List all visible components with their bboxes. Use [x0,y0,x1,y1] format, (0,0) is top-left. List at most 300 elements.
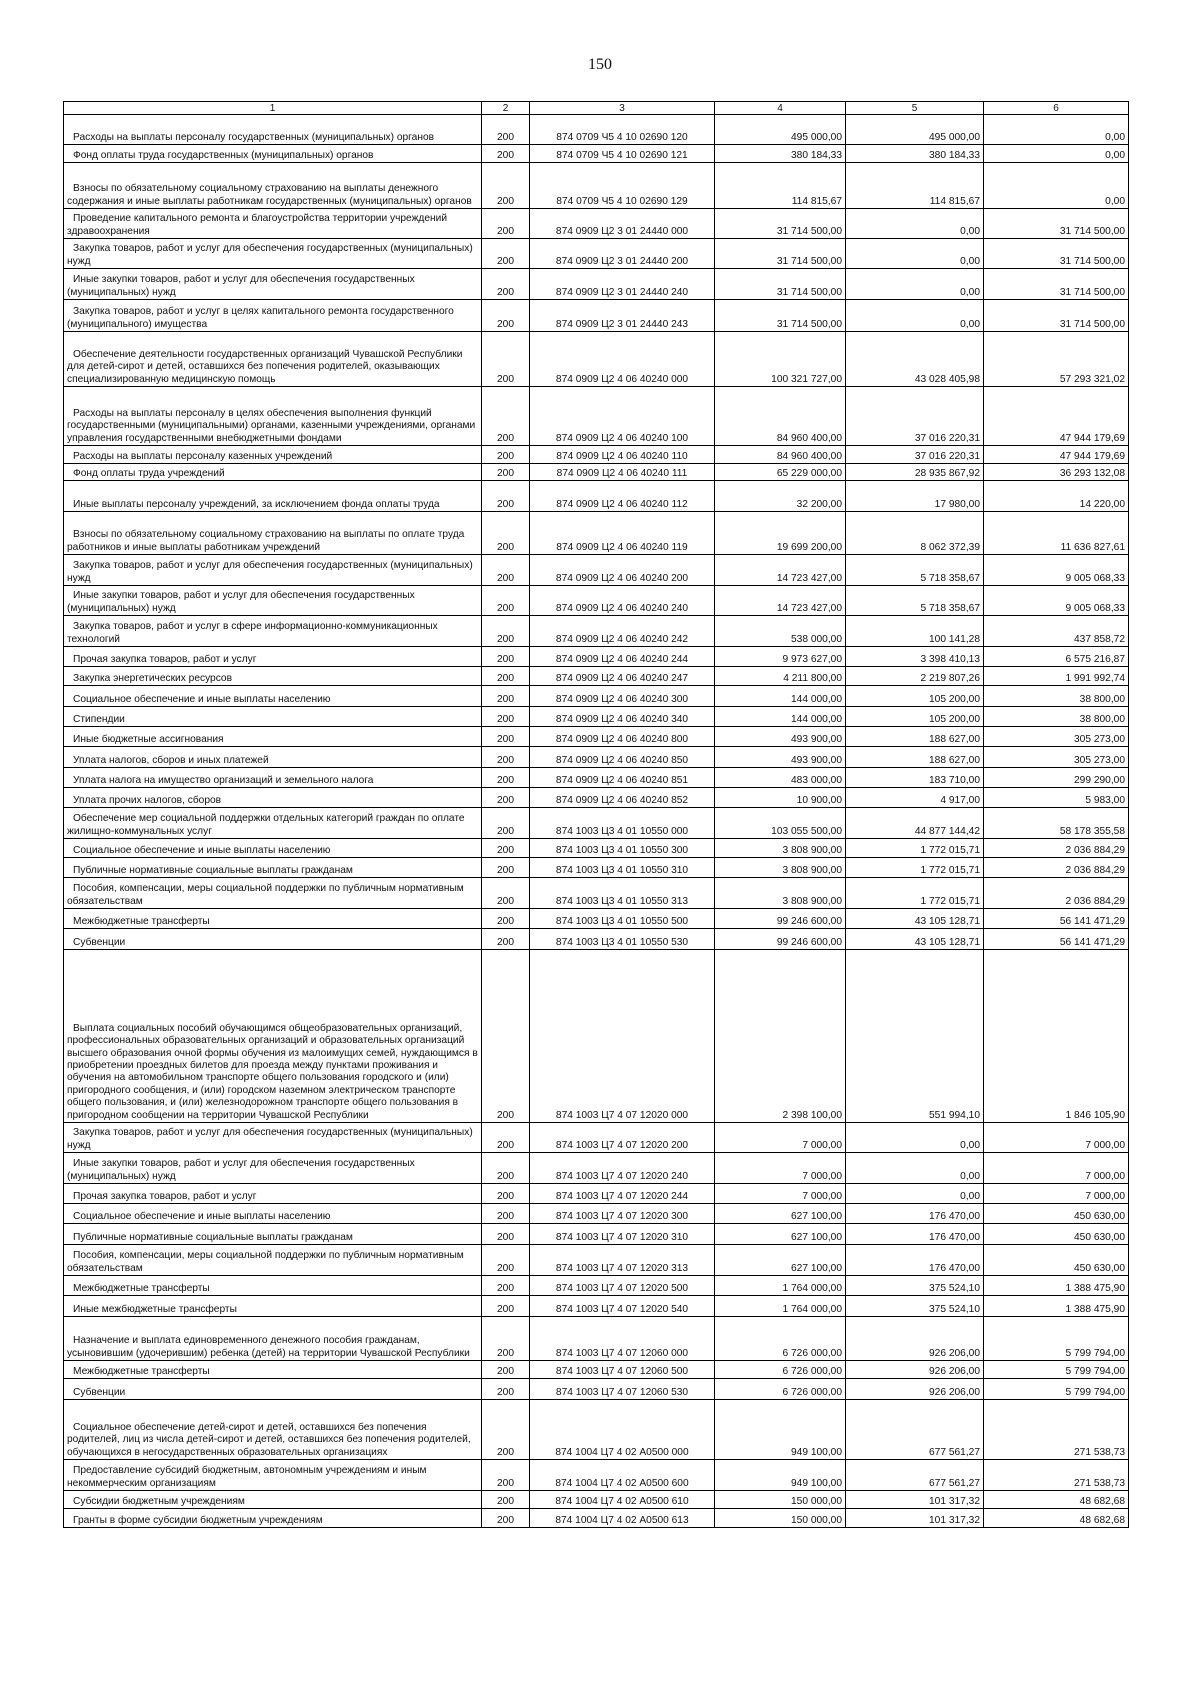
row-budget-classification: 874 0909 Ц2 3 01 24440 240 [530,269,715,300]
row-name-text: Прочая закупка товаров, работ и услуг [73,1190,257,1202]
row-executed-amount: 100 141,28 [846,616,984,647]
row-unexecuted-amount: 48 682,68 [984,1491,1129,1509]
row-executed-amount: 176 470,00 [846,1245,984,1276]
row-approved-amount: 2 398 100,00 [715,950,846,1123]
row-line-code: 200 [482,647,530,667]
row-unexecuted-amount: 7 000,00 [984,1123,1129,1153]
table-row [64,727,1129,747]
row-name-text: Предоставление субсидий бюджетным, автономным учреждениям и иным некоммерческим организациям [67,1465,427,1489]
row-unexecuted-amount: 31 714 500,00 [984,300,1129,332]
row-budget-classification: 874 0909 Ц2 4 06 40240 300 [530,686,715,707]
row-budget-classification: 874 0909 Ц2 4 06 40240 200 [530,555,715,586]
row-line-code: 200 [482,1317,530,1361]
row-budget-classification: 874 1003 Ц7 4 07 12020 240 [530,1153,715,1184]
row-budget-classification: 874 1003 Ц7 4 07 12060 500 [530,1361,715,1379]
row-executed-amount: 495 000,00 [846,115,984,145]
table-row [64,747,1129,768]
table-row [64,950,1129,1123]
row-executed-amount: 17 980,00 [846,481,984,512]
row-line-code: 200 [482,768,530,788]
table-row [64,300,1129,332]
table-row [64,1224,1129,1245]
row-approved-amount: 84 960 400,00 [715,446,846,464]
row-executed-amount: 101 317,32 [846,1491,984,1509]
row-name-text: Стипендии [73,713,125,725]
table-row [64,464,1129,481]
row-unexecuted-amount: 11 636 827,61 [984,512,1129,555]
row-budget-classification: 874 1003 Ц7 4 07 12020 300 [530,1204,715,1224]
row-executed-amount: 5 718 358,67 [846,555,984,586]
table-row [64,1400,1129,1460]
row-line-code: 200 [482,1276,530,1296]
row-approved-amount: 3 808 900,00 [715,839,846,858]
row-unexecuted-amount: 31 714 500,00 [984,269,1129,300]
row-budget-classification: 874 0909 Ц2 4 06 40240 240 [530,586,715,616]
row-budget-classification: 874 0909 Ц2 4 06 40240 100 [530,387,715,446]
row-name-text: Закупка энергетических ресурсов [73,672,233,684]
row-name [64,239,482,269]
row-budget-classification: 874 0909 Ц2 4 06 40240 244 [530,647,715,667]
row-line-code: 200 [482,1509,530,1528]
table-row [64,1317,1129,1361]
table-row [64,1460,1129,1491]
table-row [64,512,1129,555]
row-unexecuted-amount: 36 293 132,08 [984,464,1129,481]
row-line-code: 200 [482,586,530,616]
row-unexecuted-amount: 38 800,00 [984,686,1129,707]
row-name-text: Назначение и выплата единовременного денежного пособия гражданам, усыновившим (удочерившим) ребенка (детей) на территории Чувашской Республики [67,1335,470,1359]
row-line-code: 200 [482,788,530,808]
row-name [64,163,482,209]
row-executed-amount: 551 994,10 [846,950,984,1123]
row-executed-amount: 0,00 [846,1153,984,1184]
row-line-code: 200 [482,163,530,209]
row-budget-classification: 874 0909 Ц2 4 06 40240 247 [530,667,715,686]
row-name-text: Пособия, компенсации, меры социальной поддержки по публичным нормативным обязательствам [67,1250,464,1274]
row-line-code: 200 [482,929,530,950]
row-name [64,950,482,1123]
row-line-code: 200 [482,1379,530,1400]
row-budget-classification: 874 0909 Ц2 4 06 40240 110 [530,446,715,464]
row-unexecuted-amount: 31 714 500,00 [984,209,1129,239]
row-name-text: Закупка товаров, работ и услуг в сфере информационно-коммуникационных технологий [67,621,438,645]
row-approved-amount: 103 055 500,00 [715,808,846,839]
row-unexecuted-amount: 14 220,00 [984,481,1129,512]
table-row [64,768,1129,788]
row-budget-classification: 874 0909 Ц2 4 06 40240 242 [530,616,715,647]
row-name [64,145,482,163]
row-budget-classification: 874 0909 Ц2 4 06 40240 852 [530,788,715,808]
table-row [64,909,1129,929]
row-approved-amount: 99 246 600,00 [715,929,846,950]
row-unexecuted-amount: 299 290,00 [984,768,1129,788]
row-unexecuted-amount: 305 273,00 [984,747,1129,768]
row-name [64,1460,482,1491]
row-executed-amount: 677 561,27 [846,1460,984,1491]
row-name [64,839,482,858]
row-executed-amount: 2 219 807,26 [846,667,984,686]
row-approved-amount: 627 100,00 [715,1245,846,1276]
row-approved-amount: 380 184,33 [715,145,846,163]
row-name [64,686,482,707]
row-approved-amount: 495 000,00 [715,115,846,145]
row-name [64,300,482,332]
row-line-code: 200 [482,1123,530,1153]
row-budget-classification: 874 0709 Ч5 4 10 02690 120 [530,115,715,145]
row-name [64,727,482,747]
row-executed-amount: 1 772 015,71 [846,878,984,909]
row-name-text: Социальное обеспечение и иные выплаты населению [73,844,331,856]
row-approved-amount: 483 000,00 [715,768,846,788]
row-unexecuted-amount: 2 036 884,29 [984,878,1129,909]
row-name-text: Иные закупки товаров, работ и услуг для обеспечения государственных (муниципальных) нужд [67,590,415,614]
row-executed-amount: 114 815,67 [846,163,984,209]
row-line-code: 200 [482,1184,530,1204]
row-line-code: 200 [482,387,530,446]
row-executed-amount: 0,00 [846,300,984,332]
row-approved-amount: 31 714 500,00 [715,239,846,269]
table-row [64,269,1129,300]
row-approved-amount: 19 699 200,00 [715,512,846,555]
table-row [64,686,1129,707]
row-name [64,616,482,647]
row-budget-classification: 874 0909 Ц2 4 06 40240 119 [530,512,715,555]
row-name-text: Проведение капитального ремонта и благоустройства территории учреждений здравоохранения [67,213,448,237]
row-budget-classification: 874 1003 Ц7 4 07 12020 200 [530,1123,715,1153]
table-row [64,1153,1129,1184]
row-budget-classification: 874 0909 Ц2 4 06 40240 851 [530,768,715,788]
row-unexecuted-amount: 7 000,00 [984,1153,1129,1184]
row-approved-amount: 100 321 727,00 [715,332,846,387]
row-budget-classification: 874 0909 Ц2 3 01 24440 243 [530,300,715,332]
row-approved-amount: 493 900,00 [715,727,846,747]
row-unexecuted-amount: 0,00 [984,115,1129,145]
row-budget-classification: 874 0909 Ц2 4 06 40240 112 [530,481,715,512]
row-name [64,909,482,929]
row-name-text: Социальное обеспечение и иные выплаты населению [73,693,331,705]
row-name [64,647,482,667]
row-approved-amount: 31 714 500,00 [715,209,846,239]
row-name [64,1317,482,1361]
row-line-code: 200 [482,747,530,768]
row-executed-amount: 44 877 144,42 [846,808,984,839]
row-unexecuted-amount: 0,00 [984,145,1129,163]
row-unexecuted-amount: 305 273,00 [984,727,1129,747]
row-line-code: 200 [482,332,530,387]
row-name [64,115,482,145]
row-unexecuted-amount: 5 983,00 [984,788,1129,808]
row-approved-amount: 14 723 427,00 [715,555,846,586]
row-name [64,858,482,878]
row-unexecuted-amount: 271 538,73 [984,1400,1129,1460]
row-name [64,1123,482,1153]
row-executed-amount: 926 206,00 [846,1361,984,1379]
row-unexecuted-amount: 0,00 [984,163,1129,209]
row-approved-amount: 1 764 000,00 [715,1296,846,1317]
row-executed-amount: 105 200,00 [846,686,984,707]
row-name-text: Иные закупки товаров, работ и услуг для обеспечения государственных (муниципальных) нужд [67,274,415,298]
row-budget-classification: 874 1003 Ц3 4 01 10550 300 [530,839,715,858]
row-line-code: 200 [482,727,530,747]
row-approved-amount: 4 211 800,00 [715,667,846,686]
row-executed-amount: 37 016 220,31 [846,446,984,464]
row-budget-classification: 874 1004 Ц7 4 02 А0500 600 [530,1460,715,1491]
row-name-text: Расходы на выплаты персоналу казенных учреждений [73,450,333,462]
row-unexecuted-amount: 450 630,00 [984,1245,1129,1276]
row-budget-classification: 874 0709 Ч5 4 10 02690 121 [530,145,715,163]
row-name-text: Гранты в форме субсидии бюджетным учреждениям [73,1514,323,1526]
row-line-code: 200 [482,239,530,269]
row-name [64,1509,482,1528]
row-name-text: Субвенции [73,936,126,948]
row-line-code: 200 [482,269,530,300]
row-line-code: 200 [482,808,530,839]
row-line-code: 200 [482,686,530,707]
row-approved-amount: 32 200,00 [715,481,846,512]
row-name [64,586,482,616]
row-unexecuted-amount: 7 000,00 [984,1184,1129,1204]
row-unexecuted-amount: 56 141 471,29 [984,929,1129,950]
table-row [64,555,1129,586]
table-body [64,115,1129,1528]
row-budget-classification: 874 1004 Ц7 4 02 А0500 000 [530,1400,715,1460]
row-name-text: Фонд оплаты труда учреждений [73,467,225,479]
row-name [64,481,482,512]
row-name [64,747,482,768]
row-line-code: 200 [482,858,530,878]
row-name-text: Иные выплаты персоналу учреждений, за исключением фонда оплаты труда [73,498,440,510]
table-row [64,858,1129,878]
row-name [64,1224,482,1245]
row-budget-classification: 874 1003 Ц7 4 07 12020 540 [530,1296,715,1317]
row-name-text: Выплата социальных пособий обучающимся общеобразовательных организаций, профессиональных образовательных организаций и образовательных организаций высшего образования очной формы обучения из малоимущих семей, нуждающимся в приобретении проездных билетов для проезда между пунктами проживания и обучения на автомобильном транспорте общего пользования городского и (или) пригородного сообщения, и (или) городском наземном электрическом транспорте общего пользования, и (или) железнодорожном транспорте общего пользования в пригородном сообщении на территории Чувашской Республики [67,1022,478,1121]
row-approved-amount: 627 100,00 [715,1224,846,1245]
table-row [64,929,1129,950]
row-name [64,1361,482,1379]
row-budget-classification: 874 1003 Ц3 4 01 10550 313 [530,878,715,909]
row-unexecuted-amount: 48 682,68 [984,1509,1129,1528]
row-approved-amount: 3 808 900,00 [715,858,846,878]
row-unexecuted-amount: 58 178 355,58 [984,808,1129,839]
row-budget-classification: 874 1003 Ц7 4 07 12020 313 [530,1245,715,1276]
row-unexecuted-amount: 9 005 068,33 [984,586,1129,616]
row-budget-classification: 874 0909 Ц2 3 01 24440 000 [530,209,715,239]
row-name-text: Иные закупки товаров, работ и услуг для обеспечения государственных (муниципальных) нужд [67,1158,415,1182]
row-unexecuted-amount: 31 714 500,00 [984,239,1129,269]
table-row [64,145,1129,163]
row-name [64,707,482,727]
row-executed-amount: 0,00 [846,269,984,300]
row-name-text: Субсидии бюджетным учреждениям [73,1495,245,1507]
row-unexecuted-amount: 450 630,00 [984,1224,1129,1245]
row-executed-amount: 3 398 410,13 [846,647,984,667]
row-name [64,1276,482,1296]
row-name-text: Закупка товаров, работ и услуг в целях капитального ремонта государственного (муниципального) имущества [67,306,454,330]
table-row [64,839,1129,858]
table-row [64,1296,1129,1317]
table-row [64,788,1129,808]
row-executed-amount: 926 206,00 [846,1379,984,1400]
row-approved-amount: 31 714 500,00 [715,300,846,332]
column-number-row [64,102,1129,115]
row-line-code: 200 [482,115,530,145]
page-number: 150 [588,56,612,73]
row-line-code: 200 [482,300,530,332]
column-header-6: 6 [984,102,1129,115]
table-row [64,707,1129,727]
row-name [64,878,482,909]
row-name [64,555,482,586]
row-approved-amount: 150 000,00 [715,1491,846,1509]
row-name [64,667,482,686]
column-header-1: 1 [64,102,482,115]
row-line-code: 200 [482,707,530,727]
row-name-text: Обеспечение деятельности государственных организаций Чувашской Республики для детей-сирот и детей, оставшихся без попечения родителей, оказывающих специализированную медицинскую помощь [67,348,463,385]
row-executed-amount: 183 710,00 [846,768,984,788]
row-approved-amount: 150 000,00 [715,1509,846,1528]
row-name-text: Публичные нормативные социальные выплаты гражданам [73,1231,353,1243]
row-approved-amount: 144 000,00 [715,686,846,707]
row-unexecuted-amount: 9 005 068,33 [984,555,1129,586]
row-unexecuted-amount: 437 858,72 [984,616,1129,647]
table-row [64,586,1129,616]
row-name [64,1296,482,1317]
row-executed-amount: 5 718 358,67 [846,586,984,616]
row-line-code: 200 [482,555,530,586]
row-executed-amount: 188 627,00 [846,727,984,747]
row-line-code: 200 [482,1361,530,1379]
row-name-text: Межбюджетные трансферты [73,1365,210,1377]
row-approved-amount: 7 000,00 [715,1153,846,1184]
row-budget-classification: 874 1003 Ц7 4 07 12020 310 [530,1224,715,1245]
row-name [64,1379,482,1400]
table-row [64,481,1129,512]
table-row [64,667,1129,686]
table-row [64,1276,1129,1296]
row-executed-amount: 43 105 128,71 [846,929,984,950]
row-unexecuted-amount: 1 846 105,90 [984,950,1129,1123]
row-name-text: Обеспечение мер социальной поддержки отдельных категорий граждан по оплате жилищно-коммунальных услуг [67,813,465,837]
row-executed-amount: 43 028 405,98 [846,332,984,387]
table-row [64,209,1129,239]
row-name [64,332,482,387]
column-header-3: 3 [530,102,715,115]
row-name [64,209,482,239]
row-name-text: Фонд оплаты труда государственных (муниципальных) органов [73,149,374,161]
row-budget-classification: 874 1003 Ц7 4 07 12060 530 [530,1379,715,1400]
table-row [64,1245,1129,1276]
row-executed-amount: 28 935 867,92 [846,464,984,481]
row-name [64,269,482,300]
row-name-text: Субвенции [73,1386,126,1398]
row-name [64,387,482,446]
row-budget-classification: 874 0709 Ч5 4 10 02690 129 [530,163,715,209]
row-approved-amount: 949 100,00 [715,1460,846,1491]
row-executed-amount: 375 524,10 [846,1276,984,1296]
row-name-text: Уплата налога на имущество организаций и земельного налога [73,774,374,786]
row-budget-classification: 874 1003 Ц7 4 07 12020 000 [530,950,715,1123]
row-approved-amount: 144 000,00 [715,707,846,727]
row-executed-amount: 176 470,00 [846,1224,984,1245]
row-unexecuted-amount: 450 630,00 [984,1204,1129,1224]
row-line-code: 200 [482,878,530,909]
row-approved-amount: 9 973 627,00 [715,647,846,667]
row-unexecuted-amount: 271 538,73 [984,1460,1129,1491]
row-executed-amount: 176 470,00 [846,1204,984,1224]
row-executed-amount: 380 184,33 [846,145,984,163]
row-approved-amount: 84 960 400,00 [715,387,846,446]
row-name-text: Социальное обеспечение и иные выплаты населению [73,1210,331,1222]
row-executed-amount: 105 200,00 [846,707,984,727]
row-approved-amount: 114 815,67 [715,163,846,209]
row-line-code: 200 [482,1491,530,1509]
row-name-text: Уплата налогов, сборов и иных платежей [73,754,269,766]
table-row [64,446,1129,464]
column-header-2: 2 [482,102,530,115]
row-executed-amount: 8 062 372,39 [846,512,984,555]
row-name-text: Прочая закупка товаров, работ и услуг [73,653,257,665]
row-approved-amount: 31 714 500,00 [715,269,846,300]
row-unexecuted-amount: 2 036 884,29 [984,839,1129,858]
row-line-code: 200 [482,1224,530,1245]
table-row [64,1509,1129,1528]
table-row [64,239,1129,269]
row-unexecuted-amount: 6 575 216,87 [984,647,1129,667]
row-line-code: 200 [482,950,530,1123]
table-row [64,1379,1129,1400]
row-name-text: Иные бюджетные ассигнования [73,733,224,745]
row-unexecuted-amount: 1 991 992,74 [984,667,1129,686]
row-name [64,1400,482,1460]
row-budget-classification: 874 1003 Ц3 4 01 10550 310 [530,858,715,878]
row-unexecuted-amount: 56 141 471,29 [984,909,1129,929]
row-executed-amount: 375 524,10 [846,1296,984,1317]
row-approved-amount: 99 246 600,00 [715,909,846,929]
row-line-code: 200 [482,1153,530,1184]
row-approved-amount: 949 100,00 [715,1400,846,1460]
row-line-code: 200 [482,481,530,512]
row-name-text: Взносы по обязательному социальному страхованию на выплаты по оплате труда работников и иные выплаты работникам учреждений [67,529,465,553]
row-name [64,768,482,788]
row-name [64,788,482,808]
table-row [64,115,1129,145]
row-budget-classification: 874 0909 Ц2 4 06 40240 000 [530,332,715,387]
row-line-code: 200 [482,616,530,647]
row-line-code: 200 [482,512,530,555]
row-unexecuted-amount: 1 388 475,90 [984,1276,1129,1296]
row-unexecuted-amount: 5 799 794,00 [984,1379,1129,1400]
row-name [64,464,482,481]
row-budget-classification: 874 1003 Ц7 4 07 12060 000 [530,1317,715,1361]
row-executed-amount: 37 016 220,31 [846,387,984,446]
row-approved-amount: 538 000,00 [715,616,846,647]
row-line-code: 200 [482,464,530,481]
row-approved-amount: 6 726 000,00 [715,1361,846,1379]
row-unexecuted-amount: 1 388 475,90 [984,1296,1129,1317]
table-row [64,878,1129,909]
table-row [64,616,1129,647]
row-name-text: Расходы на выплаты персоналу в целях обеспечения выполнения функций государственными (муниципальными) органами, казенными учреждениями, органами управления государственными внебюджетными фондами [67,407,476,444]
row-unexecuted-amount: 5 799 794,00 [984,1317,1129,1361]
row-line-code: 200 [482,1400,530,1460]
row-name [64,1204,482,1224]
row-unexecuted-amount: 47 944 179,69 [984,387,1129,446]
row-line-code: 200 [482,909,530,929]
table-row [64,387,1129,446]
row-approved-amount: 627 100,00 [715,1204,846,1224]
row-name-text: Пособия, компенсации, меры социальной поддержки по публичным нормативным обязательствам [67,883,464,907]
column-header-4: 4 [715,102,846,115]
